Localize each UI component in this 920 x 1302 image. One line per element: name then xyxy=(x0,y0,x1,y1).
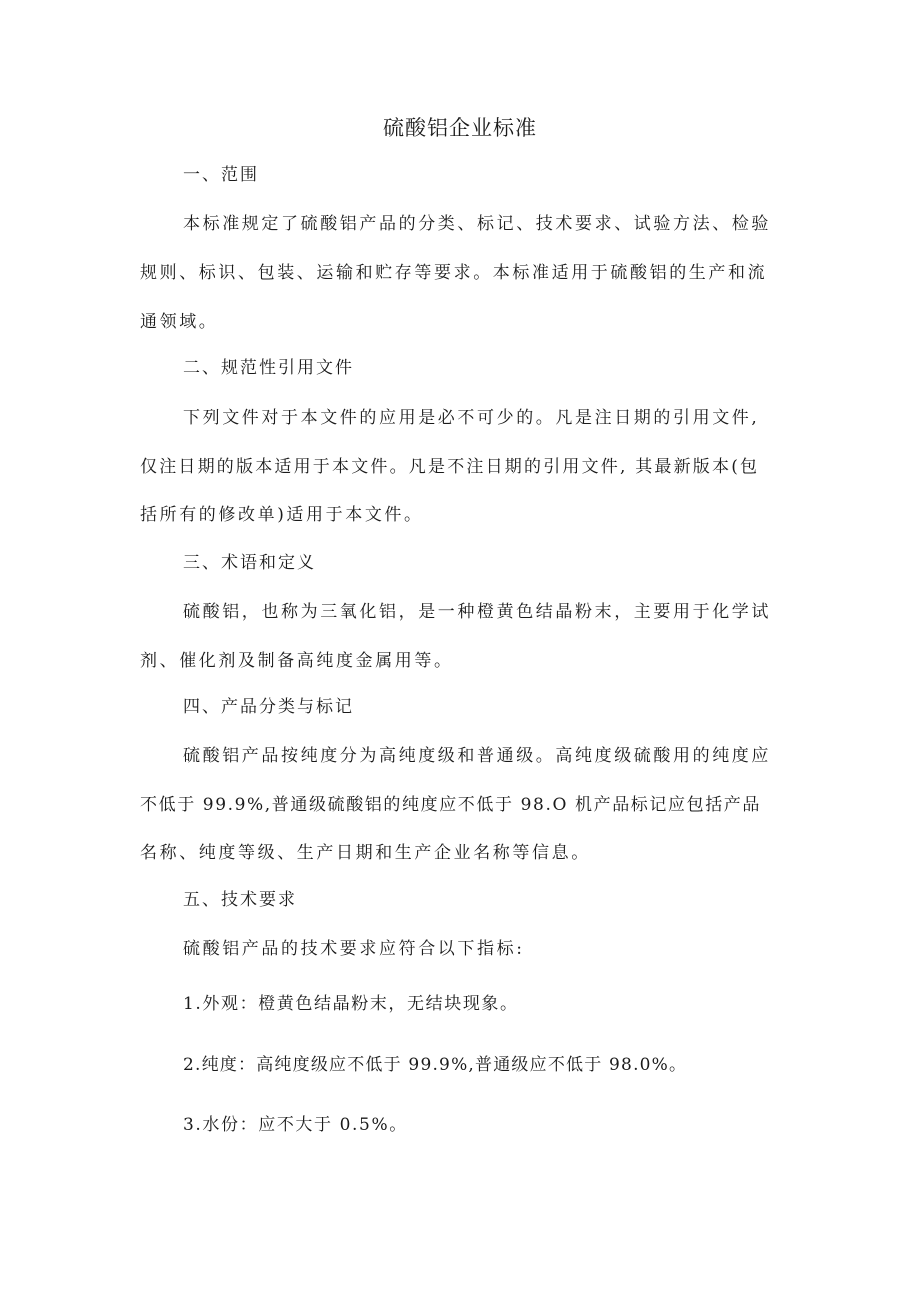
paragraph-line: 硫酸铝产品按纯度分为高纯度级和普通级。高纯度级硫酸用的纯度应 xyxy=(183,746,771,766)
paragraph-line: 规则、标识、包装、运输和贮存等要求。本标准适用于硫酸铝的生产和流 xyxy=(140,263,768,283)
paragraph-line: 剂、催化剂及制备高纯度金属用等。 xyxy=(140,651,454,671)
paragraph-line: 仅注日期的版本适用于本文件。凡是不注日期的引用文件, 其最新版本(包 xyxy=(140,457,760,477)
section-heading-classification: 四、产品分类与标记 xyxy=(183,697,354,717)
paragraph-line: 名称、纯度等级、生产日期和生产企业名称等信息。 xyxy=(140,843,591,863)
paragraph-line: 不低于 99.9%,普通级硫酸铝的纯度应不低于 98.O 机产品标记应包括产品 xyxy=(140,795,761,815)
section-heading-technical-requirements: 五、技术要求 xyxy=(183,890,297,910)
requirement-item: 1.外观：橙黄色结晶粉末，无结块现象。 xyxy=(183,994,519,1014)
paragraph-line: 本标准规定了硫酸铝产品的分类、标记、技术要求、试验方法、检验 xyxy=(183,214,771,234)
requirement-item: 2.纯度：高纯度级应不低于 99.9%,普通级应不低于 98.0%。 xyxy=(183,1055,688,1075)
paragraph-line: 通领域。 xyxy=(140,312,219,332)
paragraph-line: 括所有的修改单)适用于本文件。 xyxy=(140,505,424,525)
paragraph-line: 硫酸铝产品的技术要求应符合以下指标: xyxy=(183,939,525,959)
section-heading-terms-definitions: 三、术语和定义 xyxy=(183,553,316,573)
paragraph-line: 硫酸铝，也称为三氧化铝，是一种橙黄色结晶粉末，主要用于化学试 xyxy=(183,602,771,622)
requirement-item: 3.水份：应不大于 0.5%。 xyxy=(183,1115,408,1135)
section-heading-normative-references: 二、规范性引用文件 xyxy=(183,358,354,378)
document-title: 硫酸铝企业标准 xyxy=(383,116,537,140)
paragraph-line: 下列文件对于本文件的应用是必不可少的。凡是注日期的引用文件, xyxy=(183,408,760,428)
section-heading-scope: 一、范围 xyxy=(183,165,259,185)
